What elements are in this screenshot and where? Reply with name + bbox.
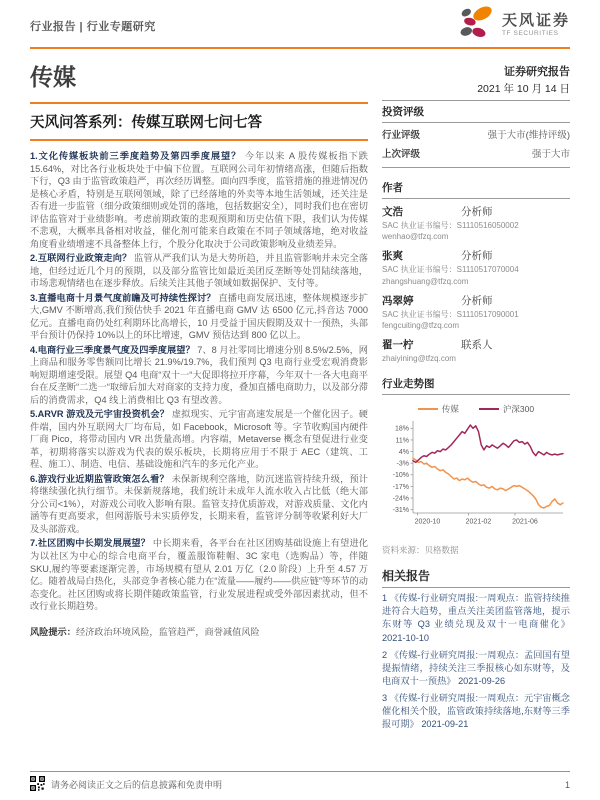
industry-trend-chart xyxy=(382,417,570,535)
rating-section xyxy=(382,101,570,168)
svg-text:4%: 4% xyxy=(398,449,409,457)
question-3-text: 直播电商发展迅速，整体规模逐步扩大,GMV 不断增高,我们预估快手 2021 年直播电商 GMV 达 6500 亿元,抖音达 7000 亿元。直播电商仍处红利期环比高增长，10 月受益于国庆假期及双十一预热，头部平台预计仍保持 10%以上的环比增速，GMV 预估达到 800 亿以上。 xyxy=(30,292,368,341)
question-5-heading: 5.ARVR 游戏及元宇宙投资机会？ xyxy=(30,409,170,420)
author-entry xyxy=(382,337,570,364)
question-7-text: 中长期来看，各平台在社区团购基础设施上有望进化为以社区为中心的综合电商平台，覆盖服饰鞋帽、3C 家电（选购品）等，伴随 SKU,履约等要素逐渐完善，市场规模有望从 2.01 万亿（2.0 阶段）上升至 4.57 万亿。随着战局白热化，头部竞争者核心能力在“流量——履约——供应链”等环节的动态变化。社区团购或将长期伴随政策监管，行业发展进程或受外部因素扰动，但不改行业长期趋势。 xyxy=(30,538,368,612)
question-1-heading: 1.文化传媒板块前三季度趋势及第四季度展望？ xyxy=(30,151,242,161)
question-3-heading: 3.直播电商十月景气度前瞻及可持续性探讨？ xyxy=(30,292,216,303)
author-role: 分析师 xyxy=(460,294,493,307)
report-subtitle: 天风问答系列：传媒互联网七问七答 xyxy=(30,115,262,131)
question-1-text: 今年以来 A 股传媒板指下跌15.64%，对比各行业板块处于中偏下位置。互联网公司年初情绪高涨，但随后指数下行，Q3 由于监管政策趋严，再次经历调整。面向四季度，监管措施的推进情况仍是核心矛盾，特别是互联网领域，除了已经落地的外卖等本地生活领域，还关注是否有进一步监管（细分政策细则或处罚的落地，包括数据安全），同时我们也在密切评估监管对于业绩影响。考虑前期政策的悲观预期和历史估值下限，我们认为传媒不悲观，大概率具备相对收益，催化剂可能来自政策在不同子领域落地，绝对收益角度看业绩增速不具备整体上行，个股分化取决于公司政策影响及业绩差异。 xyxy=(30,151,368,249)
author-email: wenhao@tfzq.com xyxy=(382,232,449,242)
svg-text:11%: 11% xyxy=(395,437,409,445)
report-index: 3 xyxy=(382,692,388,703)
question-6-text: 未保新规利空落地，防沉迷监管持续升级，预计将继续强化执行细节。未保新规落地，我们统计未成年人流水收入占比低（绝大部分公司<1%），对游戏公司收入影响有限。监管支持优质游戏，对游戏质量、文化内涵等有更高要求，但网游版号未实质停发，长期来看，监管评分制等收紧利好大厂及头部游戏。 xyxy=(30,473,368,534)
author-name: 冯翠婷 xyxy=(382,294,414,307)
svg-text:2021-06: 2021-06 xyxy=(512,518,538,526)
risk-warning xyxy=(30,626,368,639)
main-column xyxy=(30,53,382,731)
logo-name-en: TF SECURITIES xyxy=(501,29,559,37)
paragraph-q7 xyxy=(30,537,368,612)
tf-securities-logo xyxy=(460,6,570,44)
rating-section-title: 投资评级 xyxy=(382,101,570,123)
previous-rating-row xyxy=(382,143,570,163)
media-line-swatch xyxy=(418,408,438,410)
industry-title: 传媒 xyxy=(30,64,76,90)
report-date: 2021 年 10 月 14 日 xyxy=(382,81,570,101)
svg-text:-17%: -17% xyxy=(392,484,409,492)
author-name: 张爽 xyxy=(382,250,403,263)
footer-divider xyxy=(30,771,570,773)
svg-text:-31%: -31% xyxy=(392,507,409,515)
legend-label-media: 传媒 xyxy=(441,404,459,415)
svg-text:-3%: -3% xyxy=(396,460,409,468)
author-role: 分析师 xyxy=(460,250,493,263)
authors-section xyxy=(382,177,570,364)
paragraph-q3 xyxy=(30,292,368,342)
risk-warning-label: 风险提示： xyxy=(30,626,76,637)
legend-item-hs300 xyxy=(479,403,534,415)
page-number: 1 xyxy=(564,779,570,790)
question-4-text: 7、8 月社零同比增速分别 8.5%/2.5%，网上商品和服务零售额同比增长 21.9%/19.7%，我们预判 Q3 电商行业受宏观消费影响短期增速受限。展望 Q4 电商“双十一“大促即将拉开序幕，今年双十一各大电商平台在反垄断“二选一“取缔后加大对商家的支持力度，叠加直播电商助力，以及部分滞后的消费需求，Q4 线上消费相比 Q3 有望改善。 xyxy=(30,344,368,405)
trend-chart-section xyxy=(382,373,570,556)
footer-disclaimer: 请务必阅读正文之后的信息披露和免责申明 xyxy=(51,780,223,790)
svg-text:-24%: -24% xyxy=(392,495,409,503)
paragraph-q2 xyxy=(30,252,368,290)
report-index: 1 xyxy=(382,593,388,604)
related-report-link[interactable] xyxy=(382,649,570,688)
qr-code-icon xyxy=(30,776,45,793)
svg-text:2021-02: 2021-02 xyxy=(465,518,492,526)
report-type-label: 证券研究报告 xyxy=(504,66,570,78)
legend-item-media xyxy=(418,403,459,415)
paragraph-q1 xyxy=(30,150,368,250)
author-entry xyxy=(382,293,570,331)
svg-text:18%: 18% xyxy=(394,426,409,434)
header-divider xyxy=(30,47,570,49)
author-entry xyxy=(382,248,570,286)
question-2-text: 监管从严我们认为是大势所趋，并且监管影响并未完全落地，但经过近几个月的预期，以及部分监管比如最近美团反垄断等处罚陆续落地，市场悲观情绪也在逐步释放。后续关注其他子领域如数据保护、支付等。 xyxy=(30,253,368,289)
tf-petal-logo-icon xyxy=(460,6,496,44)
authors-section-title: 作者 xyxy=(382,177,570,199)
chart-legend xyxy=(382,403,570,415)
subtitle-divider-bottom xyxy=(30,139,368,141)
author-entry xyxy=(382,204,570,242)
subtitle-divider-top xyxy=(30,102,368,104)
question-2-heading: 2.互联网行业政策走向？ xyxy=(30,253,132,264)
report-category-label: 行业报告 | 行业专题研究 xyxy=(30,21,156,33)
logo-name-cn: 天风证券 xyxy=(501,12,570,30)
previous-rating-value: 强于大市 xyxy=(531,149,570,160)
industry-rating-value: 强于大市(维持评级) xyxy=(487,129,570,141)
legend-label-hs300: 沪深300 xyxy=(502,404,535,415)
industry-rating-label: 行业评级 xyxy=(382,129,421,141)
hs300-line-swatch xyxy=(479,408,499,410)
svg-text:2020-10: 2020-10 xyxy=(414,518,441,526)
previous-rating-label: 上次评级 xyxy=(382,149,421,160)
author-cert: SAC 执业证书编号：S1110517090001 xyxy=(382,309,519,319)
report-title: 《传媒-行业研究周报:一周观点：监管持续推进符合大趋势，重点关注美团监管落地，提示东财等 Q3 业绩兑现及双十一电商催化》 xyxy=(382,593,570,630)
report-index: 2 xyxy=(382,649,388,660)
svg-text:-10%: -10% xyxy=(392,472,409,480)
report-title: 《传媒-行业研究周报:一周观点：孟回国有望提振情绪，持续关注三季报核心如东财等，及电商双十一预热》 xyxy=(382,649,570,686)
trend-section-title: 行业走势图 xyxy=(382,373,570,395)
report-item-date: 2021-09-21 xyxy=(421,718,469,729)
related-reports-section xyxy=(382,565,570,731)
report-item-date: 2021-10-10 xyxy=(382,632,429,643)
author-role: 分析师 xyxy=(460,206,493,218)
related-report-link[interactable] xyxy=(382,692,570,731)
page-footer xyxy=(30,771,570,794)
report-body xyxy=(30,150,368,638)
paragraph-q5 xyxy=(30,408,368,471)
author-role: 联系人 xyxy=(460,339,493,352)
top-bar xyxy=(30,0,570,44)
author-name: 文浩 xyxy=(382,206,403,218)
report-item-date: 2021-09-26 xyxy=(458,675,506,686)
industry-rating-row xyxy=(382,123,570,143)
related-reports-title: 相关报告 xyxy=(382,565,570,588)
author-cert: SAC 执业证书编号：S1110516050002 xyxy=(382,221,519,230)
paragraph-q4 xyxy=(30,344,368,407)
author-email: fengcuiting@tfzq.com xyxy=(382,320,460,330)
paragraph-q6 xyxy=(30,473,368,536)
question-5-text: 虚拟现实、元宇宙高速发展是一个催化因子。硬件端，国内外互联网大厂均布局，如 Facebook，Microsoft 等。字节收购国内硬件厂商 Pico，将带动国内 VR 出货量高增。内容端，Metaverse 概念有望促进行业变革，初期将落实以游戏为代表的娱乐板块，长期将应用于不限于 AEC（建筑、工程、施工）、制造、电信、基础设施和汽车的多元化产业。 xyxy=(30,409,368,470)
question-7-heading: 7.社区团购中长期发展展望？ xyxy=(30,538,151,549)
sidebar xyxy=(382,53,570,731)
author-name: 翟一柠 xyxy=(382,339,414,352)
related-report-link[interactable] xyxy=(382,592,570,644)
chart-source: 资料来源：贝格数据 xyxy=(382,545,459,556)
risk-warning-text: 经济政治环境风险，监管趋严，商誉减值风险 xyxy=(75,626,260,637)
report-title: 《传媒-行业研究周报:一周观点：元宇宙概念催化相关个股，监管政策持续落地,东财等三季报可期》 xyxy=(382,692,570,729)
author-email: zhaiyining@tfzq.com xyxy=(382,354,456,364)
author-cert: SAC 执业证书编号：S1110517070004 xyxy=(382,265,519,275)
question-6-heading: 6.游戏行业近期监管政策怎么看？ xyxy=(30,473,169,484)
author-email: zhangshuang@tfzq.com xyxy=(382,276,469,286)
question-4-heading: 4.电商行业三季度景气度及四季度展望？ xyxy=(30,344,195,355)
logo-wordmark xyxy=(502,13,570,37)
